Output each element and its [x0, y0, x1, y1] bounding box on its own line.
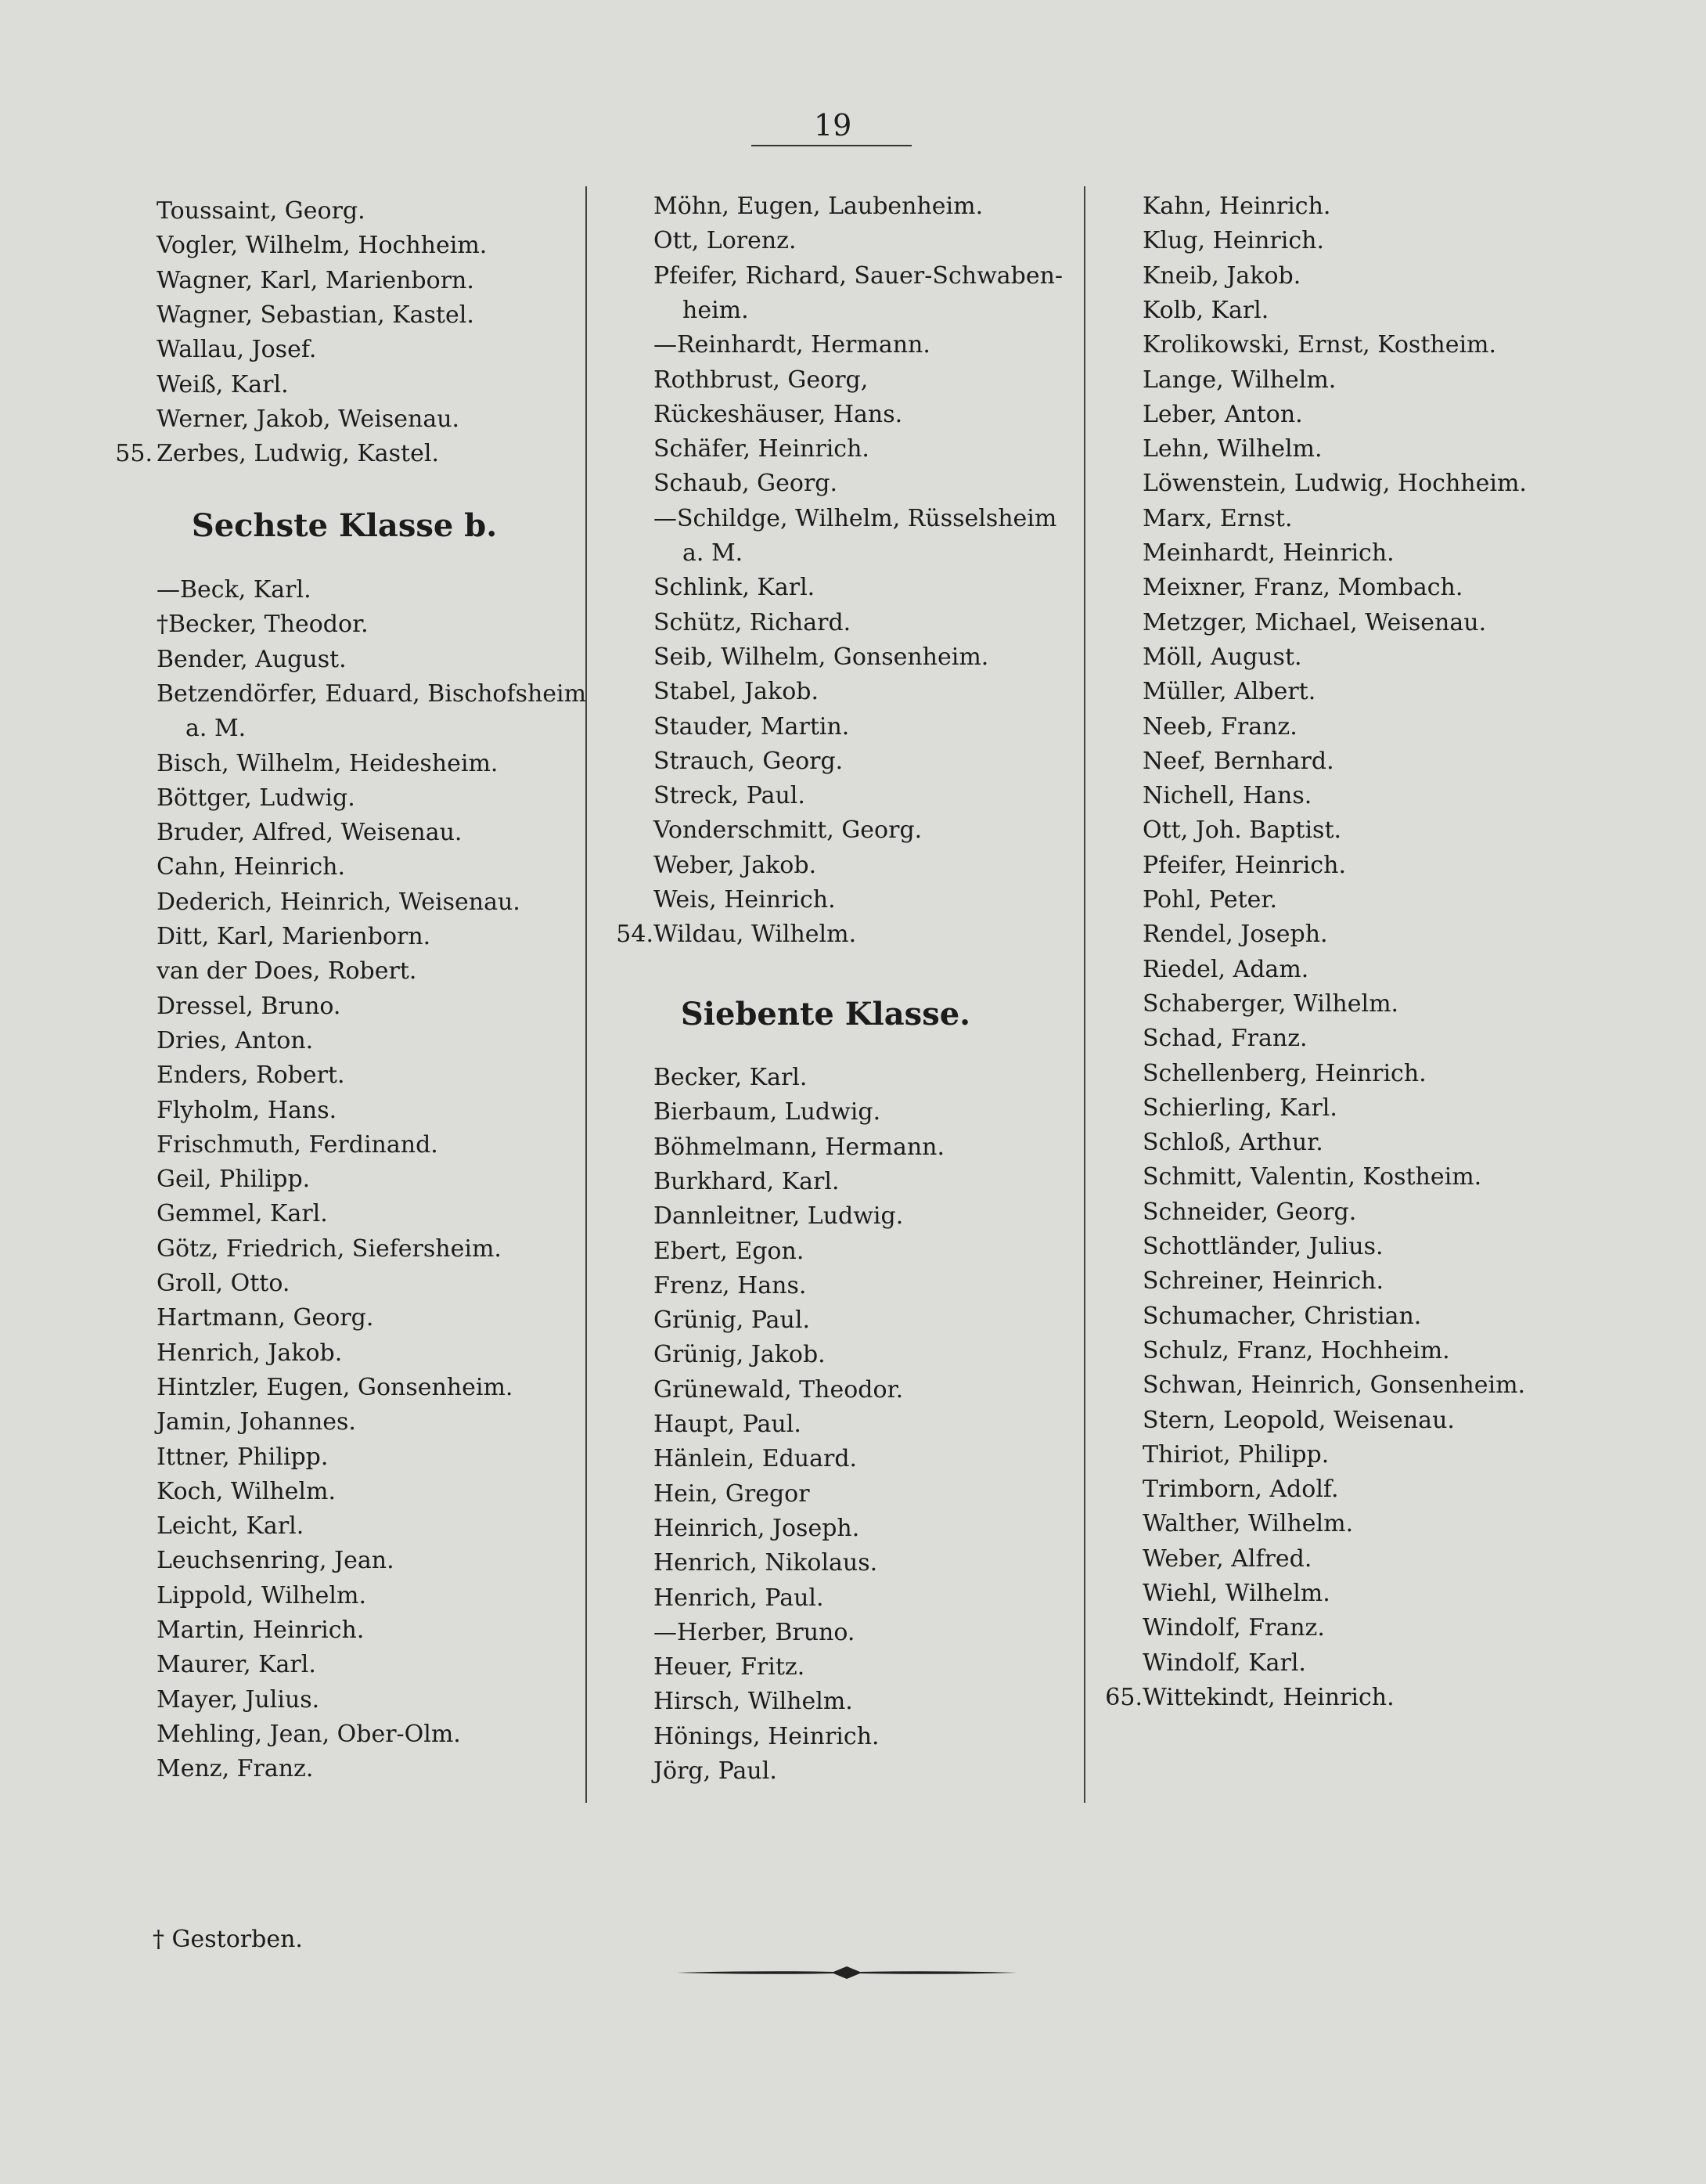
list-item: Maurer, Karl. [157, 1651, 316, 1679]
list-item: Hintzler, Eugen, Gonsenheim. [157, 1373, 513, 1401]
ornament-divider [677, 1963, 1017, 1982]
list-item: Ebert, Egon. [653, 1237, 804, 1265]
list-item-count: 65. [1105, 1683, 1143, 1711]
list-item: Martin, Heinrich. [157, 1616, 365, 1644]
list-item: Haupt, Paul. [653, 1411, 801, 1438]
list-item: Schneider, Georg. [1143, 1198, 1357, 1226]
list-item: Mehling, Jean, Ober-Olm. [157, 1720, 461, 1748]
list-item: Flyholm, Hans. [157, 1096, 337, 1124]
class-heading: Siebente Klasse. [680, 996, 971, 1033]
column-divider-left [585, 186, 587, 1803]
list-item: Schaberger, Wilhelm. [1143, 989, 1399, 1018]
list-item: Schad, Franz. [1143, 1025, 1308, 1053]
list-item: Müller, Albert. [1143, 678, 1316, 706]
list-item: Seib, Wilhelm, Gonsenheim. [653, 643, 989, 671]
list-item: Böhmelmann, Hermann. [653, 1133, 945, 1161]
list-item: Thiriot, Philipp. [1143, 1440, 1330, 1469]
list-item: Metzger, Michael, Weisenau. [1143, 608, 1487, 636]
list-item: a. M. [185, 715, 247, 743]
list-item: van der Does, Robert. [157, 957, 417, 986]
list-item: Götz, Friedrich, Siefersheim. [157, 1234, 502, 1263]
list-item: Pfeifer, Heinrich. [1143, 851, 1347, 879]
list-item: Vogler, Wilhelm, Hochheim. [157, 232, 488, 260]
list-item: Grünewald, Theodor. [653, 1375, 904, 1404]
list-item: Kneib, Jakob. [1143, 261, 1301, 290]
list-item: Wittekindt, Heinrich. [1143, 1683, 1395, 1711]
list-item: Ittner, Philipp. [157, 1443, 329, 1471]
list-item: Walther, Wilhelm. [1143, 1510, 1354, 1538]
list-item: Schaub, Georg. [653, 470, 838, 498]
list-item: Schloß, Arthur. [1143, 1129, 1323, 1157]
list-item: Henrich, Nikolaus. [653, 1549, 878, 1577]
list-item: Henrich, Jakob. [157, 1339, 343, 1367]
list-item: Hartmann, Georg. [157, 1304, 374, 1332]
list-item: Klug, Heinrich. [1143, 227, 1325, 255]
list-item: Rothbrust, Georg, [653, 366, 869, 394]
list-item: Hirsch, Wilhelm. [653, 1688, 853, 1716]
list-item: Wagner, Sebastian, Kastel. [157, 301, 474, 329]
list-item: Rückeshäuser, Hans. [653, 400, 903, 428]
list-item: Grünig, Paul. [653, 1306, 810, 1335]
list-item: Neef, Bernhard. [1143, 747, 1334, 775]
list-item: Lange, Wilhelm. [1143, 366, 1337, 394]
list-item: Stabel, Jakob. [653, 678, 819, 706]
list-item: —Herber, Bruno. [653, 1618, 855, 1646]
list-item: heim. [682, 296, 749, 324]
list-item: Meixner, Franz, Mombach. [1143, 574, 1463, 602]
list-item: Meinhardt, Heinrich. [1143, 539, 1395, 567]
list-item: Schottländer, Julius. [1143, 1233, 1384, 1260]
list-item: Kahn, Heinrich. [1143, 193, 1331, 220]
list-item: Leicht, Karl. [157, 1512, 304, 1541]
list-item: Lippold, Wilhelm. [157, 1581, 367, 1609]
list-item: Hänlein, Eduard. [653, 1445, 858, 1473]
list-item: Ott, Lorenz. [653, 227, 797, 255]
list-item: Kolb, Karl. [1143, 296, 1269, 324]
list-item: Trimborn, Adolf. [1143, 1476, 1339, 1504]
list-item: Wildau, Wilhelm. [653, 921, 857, 949]
list-item: Schellenberg, Heinrich. [1143, 1059, 1427, 1087]
list-item: Jamin, Johannes. [157, 1408, 356, 1436]
list-item: Zerbes, Ludwig, Kastel. [157, 440, 439, 468]
list-item: Rendel, Joseph. [1143, 921, 1328, 949]
list-item: Werner, Jakob, Weisenau. [157, 405, 460, 433]
list-item: Toussaint, Georg. [157, 197, 365, 225]
list-item: Frischmuth, Ferdinand. [157, 1130, 438, 1159]
list-item: Möll, August. [1143, 643, 1302, 671]
list-item: Heinrich, Joseph. [653, 1514, 860, 1542]
list-item: Wallau, Josef. [157, 336, 317, 364]
list-item: Henrich, Paul. [653, 1584, 824, 1612]
list-item: Vonderschmitt, Georg. [653, 816, 923, 845]
list-item: Riedel, Adam. [1143, 955, 1309, 983]
list-item: Enders, Robert. [157, 1061, 345, 1090]
footnote: † Gestorben. [153, 1926, 303, 1953]
list-item: Weber, Alfred. [1143, 1544, 1312, 1573]
list-item: Cahn, Heinrich. [157, 853, 345, 881]
list-item: Becker, Karl. [653, 1064, 808, 1091]
list-item: Koch, Wilhelm. [157, 1477, 337, 1505]
list-item: Grünig, Jakob. [653, 1341, 826, 1369]
list-item: Frenz, Hans. [653, 1271, 807, 1299]
list-item: Windolf, Franz. [1143, 1614, 1325, 1642]
list-item: Pohl, Peter. [1143, 886, 1278, 914]
list-item: Stern, Leopold, Weisenau. [1143, 1406, 1455, 1434]
list-item: Schulz, Franz, Hochheim. [1143, 1336, 1450, 1364]
list-item: Strauch, Georg. [653, 747, 844, 775]
list-item: Weber, Jakob. [653, 851, 817, 879]
list-item: Schwan, Heinrich, Gonsenheim. [1143, 1371, 1526, 1400]
list-item: †Becker, Theodor. [157, 611, 369, 639]
list-item: Schreiner, Heinrich. [1143, 1267, 1384, 1296]
list-item: Schumacher, Christian. [1143, 1302, 1422, 1330]
list-item: Groll, Otto. [157, 1270, 290, 1297]
page-number-rule [751, 145, 912, 146]
list-item: Ott, Joh. Baptist. [1143, 816, 1342, 845]
list-item: Dannleitner, Ludwig. [653, 1202, 904, 1231]
list-item: Wagner, Karl, Marienborn. [157, 266, 474, 294]
list-item: a. M. [682, 539, 743, 567]
list-item: Krolikowski, Ernst, Kostheim. [1143, 331, 1497, 359]
list-item: Schmitt, Valentin, Kostheim. [1143, 1163, 1482, 1191]
list-item: Nichell, Hans. [1143, 782, 1312, 810]
list-item: Weiß, Karl. [157, 370, 289, 398]
list-item: Dries, Anton. [157, 1026, 314, 1054]
list-item: Bisch, Wilhelm, Heidesheim. [157, 749, 498, 777]
list-item: Geil, Philipp. [157, 1166, 311, 1194]
list-item: Betzendörfer, Eduard, Bischofsheim [157, 679, 587, 708]
list-item: Neeb, Franz. [1143, 712, 1297, 741]
list-item: Böttger, Ludwig. [157, 784, 355, 812]
list-item: Leber, Anton. [1143, 400, 1303, 428]
list-item: Weis, Heinrich. [653, 886, 836, 914]
list-item: Hönings, Heinrich. [653, 1722, 880, 1750]
list-item: Burkhard, Karl. [653, 1167, 840, 1195]
list-item: Leuchsenring, Jean. [157, 1547, 394, 1575]
list-item: Ditt, Karl, Marienborn. [157, 923, 431, 950]
list-item: Dressel, Bruno. [157, 992, 341, 1020]
list-item: Schlink, Karl. [653, 574, 815, 602]
list-item: Streck, Paul. [653, 782, 805, 810]
list-item: Dederich, Heinrich, Weisenau. [157, 888, 520, 916]
list-item-count: 55. [115, 440, 153, 468]
list-item: Jörg, Paul. [653, 1757, 777, 1785]
list-item: Windolf, Karl. [1143, 1649, 1306, 1677]
list-item: Mayer, Julius. [157, 1685, 320, 1714]
list-item: Schütz, Richard. [653, 608, 851, 636]
list-item: Menz, Franz. [157, 1755, 314, 1783]
list-item: Stauder, Martin. [653, 712, 850, 741]
list-item: Schierling, Karl. [1143, 1094, 1337, 1122]
list-item: Heuer, Fritz. [653, 1653, 805, 1681]
list-item: —Beck, Karl. [157, 576, 311, 604]
list-item: Löwenstein, Ludwig, Hochheim. [1143, 470, 1527, 498]
list-item: Bender, August. [157, 645, 347, 673]
list-item: Pfeifer, Richard, Sauer-Schwaben- [653, 261, 1064, 290]
list-item: Wiehl, Wilhelm. [1143, 1580, 1330, 1607]
column-divider-right [1084, 186, 1085, 1803]
list-item: Bierbaum, Ludwig. [653, 1098, 881, 1126]
class-heading: Sechste Klasse b. [191, 507, 498, 544]
page-number: 19 [814, 108, 852, 142]
list-item: Lehn, Wilhelm. [1143, 435, 1323, 463]
list-item: Hein, Gregor [653, 1479, 810, 1508]
list-item: Gemmel, Karl. [157, 1200, 328, 1228]
list-item: Marx, Ernst. [1143, 504, 1293, 532]
list-item: Bruder, Alfred, Weisenau. [157, 819, 462, 847]
list-item-count: 54. [616, 921, 653, 949]
list-item: —Reinhardt, Hermann. [653, 331, 930, 359]
list-item: Möhn, Eugen, Laubenheim. [653, 193, 984, 220]
list-item: Schäfer, Heinrich. [653, 435, 869, 463]
list-item: —Schildge, Wilhelm, Rüsselsheim [653, 504, 1057, 532]
